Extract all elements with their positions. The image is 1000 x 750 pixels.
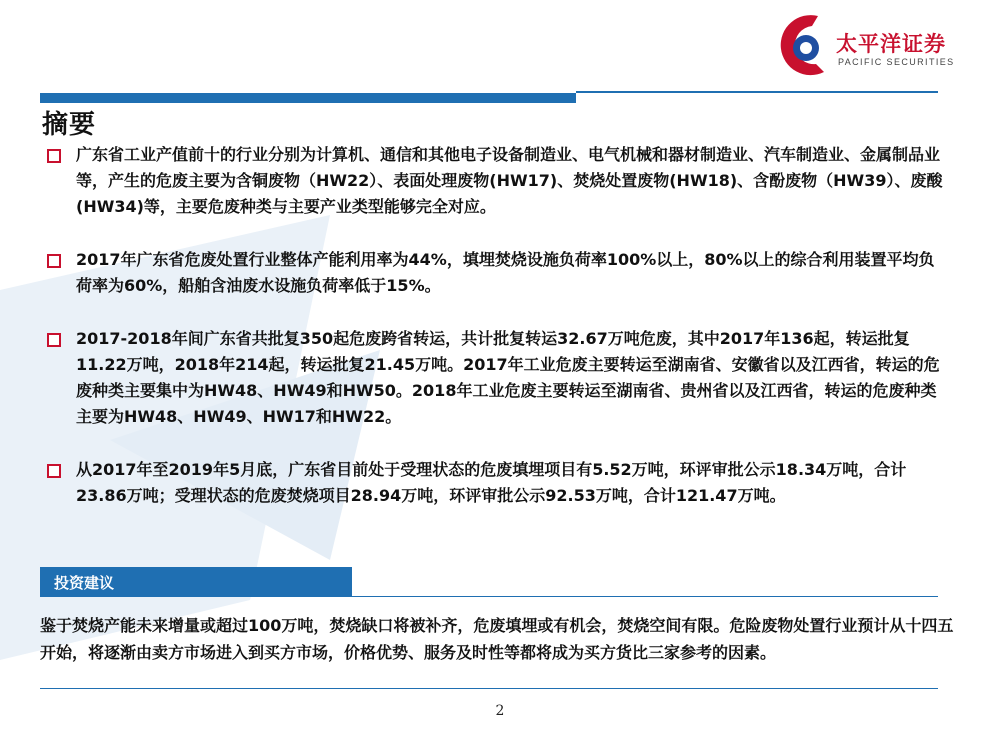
investment-advice-header <box>40 567 352 597</box>
summary-item-text: 广东省工业产值前十的行业分别为计算机、通信和其他电子设备制造业、电气机械和器材制造业、汽车制造业、金属制品业等，产生的危废主要为含铜废物（HW22）、表面处理废物(HW17)、焚烧处置废物(HW18)、含酚废物（HW39）、废酸(HW34)等，主要危废种类与主要产业类型能够完全对应。 <box>76 145 943 216</box>
section-header-label: 投资建议 <box>54 574 115 592</box>
summary-item <box>44 326 944 430</box>
summary-item <box>44 457 944 509</box>
summary-list <box>44 142 944 509</box>
square-bullet-icon <box>47 333 61 347</box>
page-number: 2 <box>495 703 505 719</box>
pacific-securities-logo <box>774 10 974 84</box>
logo-english-name: PACIFIC SECURITIES <box>838 57 955 67</box>
summary-item-text: 2017年广东省危废处置行业整体产能利用率为44%，填埋焚烧设施负荷率100%以上，80%以上的综合利用装置平均负荷率为60%，船舶含油废水设施负荷率低于15%。 <box>76 250 935 295</box>
square-bullet-icon <box>47 149 61 163</box>
summary-item <box>44 247 944 299</box>
footer-divider <box>40 688 938 689</box>
header-divider <box>576 91 938 93</box>
pacific-securities-logo-icon <box>774 10 834 82</box>
summary-item-text: 2017-2018年间广东省共批复350起危废跨省转运，共计批复转运32.67万吨危废，其中2017年136起，转运批复11.22万吨，2018年214起，转运批复21.45万吨。2017年工业危废主要转运至湖南省、安徽省以及江西省，转运的危废种类主要集中为HW48、HW49和HW50。2018年工业危废主要转运至湖南省、贵州省以及江西省，转运的危废种类主要为HW48、HW49、HW17和HW22。 <box>76 329 940 426</box>
logo-chinese-name: 太平洋证券 <box>836 32 946 56</box>
investment-advice-text: 鉴于焚烧产能未来增量或超过100万吨，焚烧缺口将被补齐，危废填埋或有机会，焚烧空间有限。危险废物处置行业预计从十四五开始，将逐渐由卖方市场进入到买方市场，价格优势、服务及时性等都将成为买方货比三家参考的因素。 <box>40 616 954 662</box>
square-bullet-icon <box>47 254 61 268</box>
square-bullet-icon <box>47 464 61 478</box>
section-divider <box>352 596 938 597</box>
summary-item <box>44 142 944 220</box>
header-accent-bar <box>40 93 576 103</box>
summary-item-text: 从2017年至2019年5月底，广东省目前处于受理状态的危废填埋项目有5.52万吨，环评审批公示18.34万吨，合计23.86万吨；受理状态的危废焚烧项目28.94万吨，环评审批公示92.53万吨，合计121.47万吨。 <box>76 460 907 505</box>
page-title: 摘要 <box>42 110 97 140</box>
